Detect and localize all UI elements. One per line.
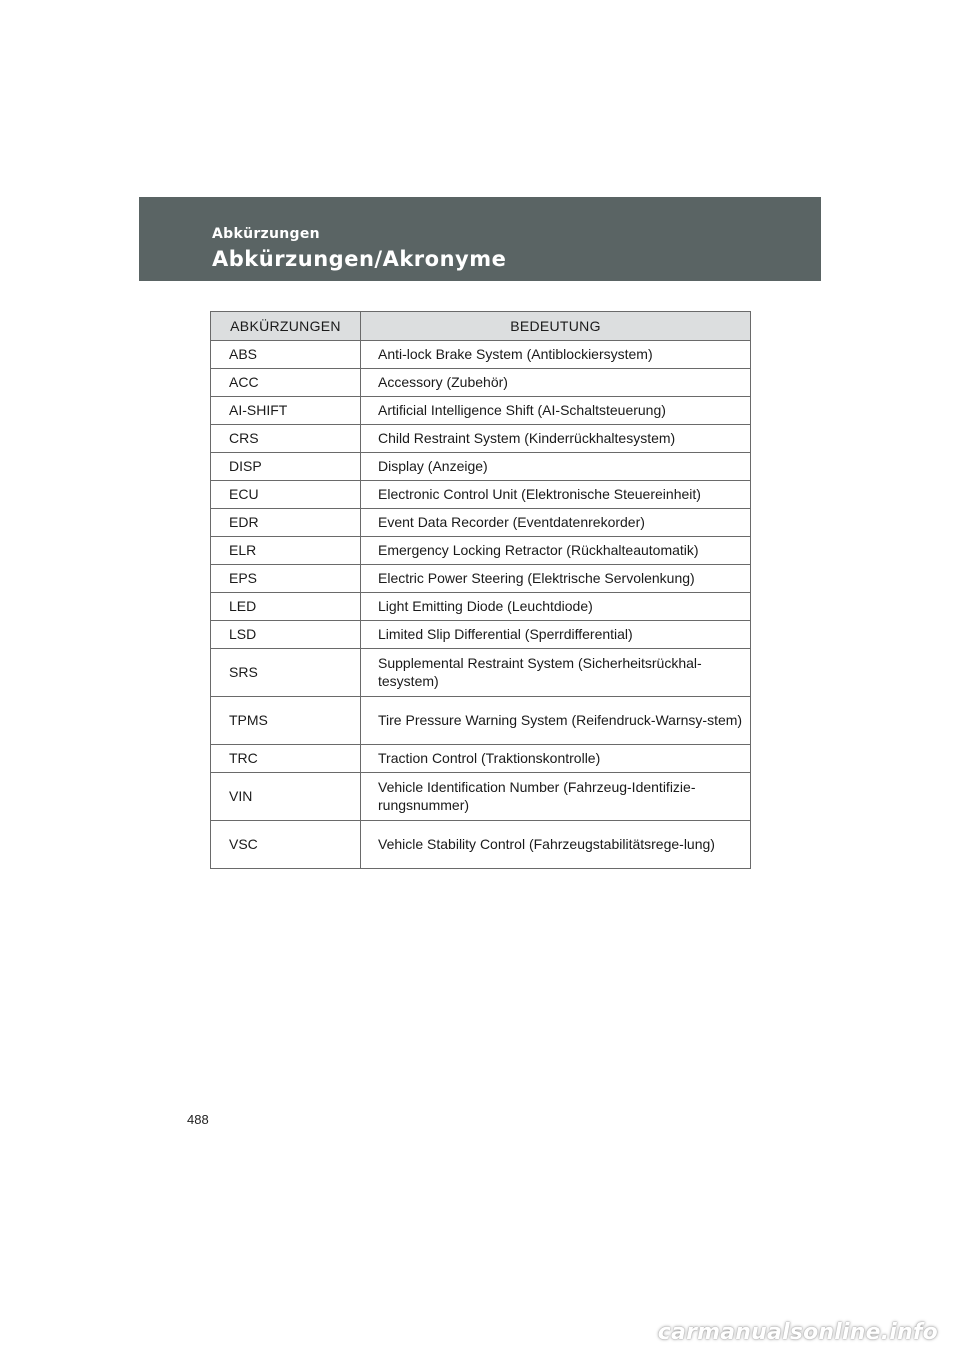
table-row	[211, 621, 751, 649]
abbreviation-cell: ECU	[211, 481, 361, 509]
table-row	[211, 565, 751, 593]
table-row	[211, 481, 751, 509]
abbreviation-cell: VIN	[211, 773, 361, 821]
table-row	[211, 425, 751, 453]
abbreviations-table	[210, 311, 751, 869]
abbreviation-cell: ELR	[211, 537, 361, 565]
column-header-abbreviations: ABKÜRZUNGEN	[211, 312, 361, 341]
meaning-cell: Light Emitting Diode (Leuchtdiode)	[361, 593, 751, 621]
meaning-cell: Emergency Locking Retractor (Rückhalteautomatik)	[361, 537, 751, 565]
table-row	[211, 821, 751, 869]
abbreviation-cell: LED	[211, 593, 361, 621]
abbreviation-cell: EPS	[211, 565, 361, 593]
table-row	[211, 397, 751, 425]
meaning-cell: Display (Anzeige)	[361, 453, 751, 481]
section-label: Abkürzungen	[212, 226, 320, 242]
table-header-row	[211, 312, 751, 341]
meaning-cell: Tire Pressure Warning System (Reifendruck-Warnsy-stem)	[361, 697, 751, 745]
table-row	[211, 537, 751, 565]
abbreviation-cell: EDR	[211, 509, 361, 537]
abbreviation-cell: SRS	[211, 649, 361, 697]
site-watermark: carmanualsonline.info	[657, 1320, 938, 1345]
abbreviation-cell: ABS	[211, 341, 361, 369]
meaning-cell: Electronic Control Unit (Elektronische Steuereinheit)	[361, 481, 751, 509]
meaning-cell: Vehicle Stability Control (Fahrzeugstabilitätsrege-lung)	[361, 821, 751, 869]
meaning-cell: Limited Slip Differential (Sperrdifferential)	[361, 621, 751, 649]
page-number: 488	[187, 1112, 209, 1127]
table-row	[211, 593, 751, 621]
abbreviation-cell: DISP	[211, 453, 361, 481]
abbreviation-cell: TPMS	[211, 697, 361, 745]
table-row	[211, 649, 751, 697]
table-row	[211, 369, 751, 397]
meaning-cell: Child Restraint System (Kinderrückhaltesystem)	[361, 425, 751, 453]
meaning-cell: Anti-lock Brake System (Antiblockiersystem)	[361, 341, 751, 369]
abbreviation-cell: CRS	[211, 425, 361, 453]
table-row	[211, 745, 751, 773]
abbreviation-cell: AI-SHIFT	[211, 397, 361, 425]
abbreviation-cell: ACC	[211, 369, 361, 397]
abbreviation-cell: LSD	[211, 621, 361, 649]
meaning-cell: Traction Control (Traktionskontrolle)	[361, 745, 751, 773]
table-row	[211, 453, 751, 481]
table-row	[211, 341, 751, 369]
chapter-header-band	[139, 197, 821, 281]
column-header-meaning: BEDEUTUNG	[361, 312, 751, 341]
page-title: Abkürzungen/Akronyme	[212, 247, 507, 271]
abbreviation-cell: TRC	[211, 745, 361, 773]
meaning-cell: Artificial Intelligence Shift (AI-Schaltsteuerung)	[361, 397, 751, 425]
meaning-cell: Accessory (Zubehör)	[361, 369, 751, 397]
table-row	[211, 773, 751, 821]
abbreviation-cell: VSC	[211, 821, 361, 869]
meaning-cell: Event Data Recorder (Eventdatenrekorder)	[361, 509, 751, 537]
table-row	[211, 509, 751, 537]
meaning-cell: Vehicle Identification Number (Fahrzeug-Identifizie-rungsnummer)	[361, 773, 751, 821]
meaning-cell: Supplemental Restraint System (Sicherheitsrückhal-tesystem)	[361, 649, 751, 697]
table-row	[211, 697, 751, 745]
meaning-cell: Electric Power Steering (Elektrische Servolenkung)	[361, 565, 751, 593]
